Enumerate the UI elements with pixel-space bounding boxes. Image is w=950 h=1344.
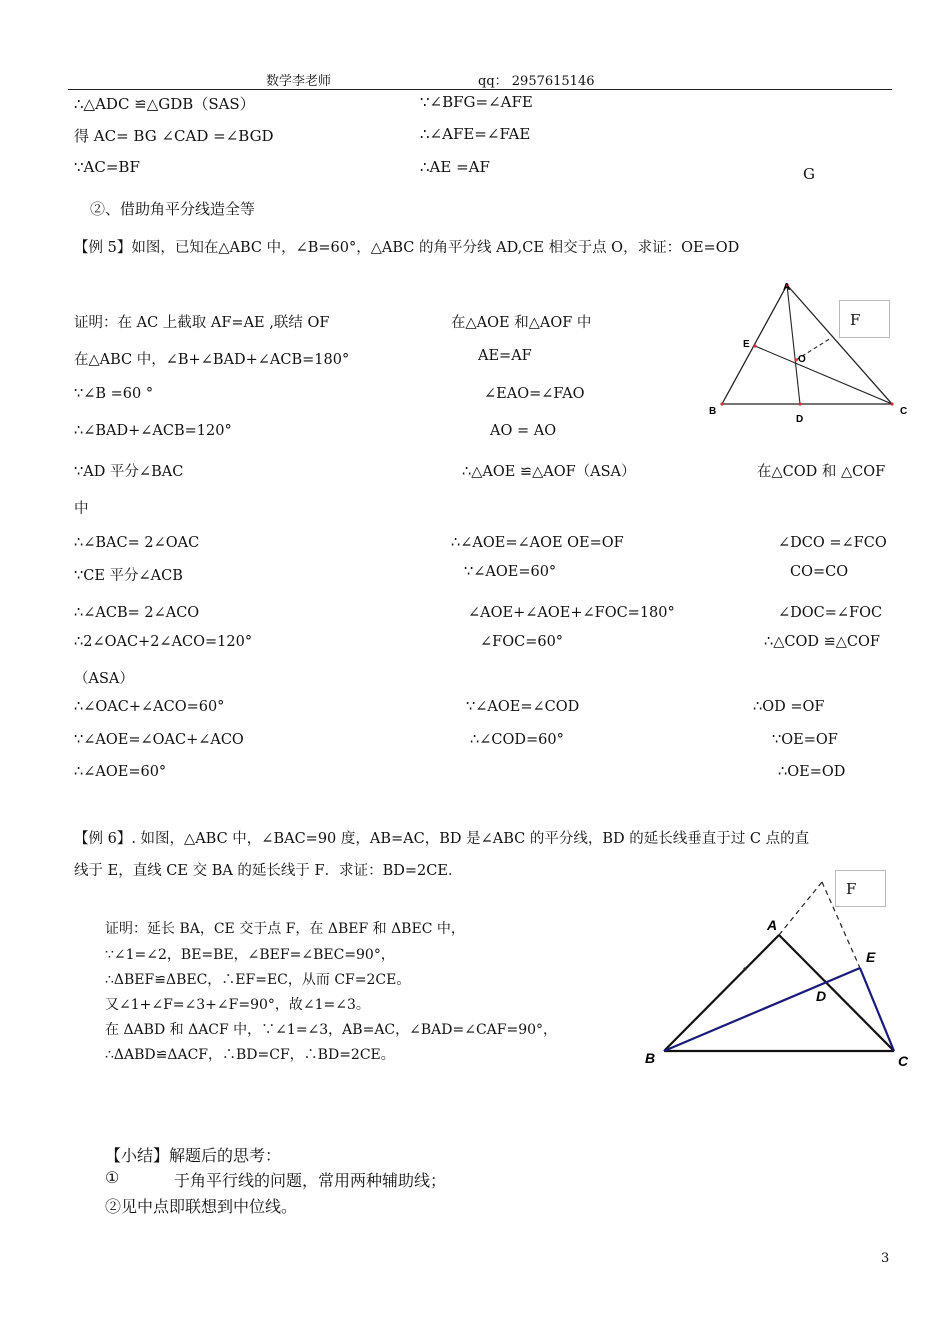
ex5-c3-line: ∴OE=OD bbox=[778, 764, 846, 780]
ex6-label-b: B bbox=[645, 1050, 656, 1066]
ex6-label-d: D bbox=[816, 988, 827, 1004]
ex5-c3-line: 在△COD 和 △COF bbox=[757, 464, 886, 480]
ex5-c2-line: 在△AOE 和△AOF 中 bbox=[451, 315, 592, 331]
ex5-c2-line: ∴∠COD=60° bbox=[470, 732, 564, 748]
ex6-proof-line: 又∠1+∠F=∠3+∠F=90°，故∠1=∠3。 bbox=[105, 997, 370, 1013]
ex5-label-a: A bbox=[783, 282, 791, 293]
ex5-label-o: O bbox=[798, 354, 806, 365]
ex5-title: 【例 5】如图，已知在△ABC 中，∠B=60°，△ABC 的角平分线 AD,CE 相交于点 O，求证：OE=OD bbox=[74, 240, 740, 256]
ex6-proof-line: 在 ΔABD 和 ΔACF 中，∵∠1=∠3，AB=AC，∠BAD=∠CAF=90°， bbox=[105, 1022, 558, 1038]
ex5-c3-line: ∠DOC=∠FOC bbox=[778, 605, 883, 621]
ex6-proof-line: 证明：延长 BA，CE 交于点 F，在 ΔBEF 和 ΔBEC 中， bbox=[105, 921, 465, 937]
ex5-c3-line: CO=CO bbox=[790, 564, 849, 580]
summary-title: 【小结】解题后的思考： bbox=[105, 1146, 282, 1165]
ex5-c3-line: ∴OD =OF bbox=[753, 699, 825, 715]
ex5-c1-line: 证明：在 AC 上截取 AF=AE ,联结 OF bbox=[74, 315, 330, 331]
ex5-c1-line: ∴∠OAC+∠ACO=60° bbox=[74, 699, 225, 715]
summary-item-1-text: 于角平行线的问题，常用两种辅助线； bbox=[174, 1171, 447, 1190]
ex6-label-c: C bbox=[898, 1053, 909, 1069]
ex5-c1-line: ∴∠BAC= 2∠OAC bbox=[74, 535, 200, 551]
ex5-c1-line: ∵CE 平分∠ACB bbox=[74, 568, 183, 584]
ex6-proof-line: ∴ΔABD≌ΔACF，∴BD=CF，∴BD=2CE。 bbox=[105, 1047, 395, 1063]
header-qq: qq： 2957615146 bbox=[478, 74, 595, 89]
ex5-c2-line: AO = AO bbox=[490, 423, 557, 439]
ex5-c1-line: （ASA） bbox=[74, 671, 134, 687]
ex5-c1-line: 中 bbox=[74, 501, 89, 517]
ex5-c2-line: ∠AOE+∠AOE+∠FOC=180° bbox=[468, 605, 675, 621]
ex5-c2-line: ∵∠AOE=∠COD bbox=[466, 699, 580, 715]
top-right-line-2: ∴∠AFE=∠FAE bbox=[420, 125, 531, 143]
ex6-label-a: A bbox=[767, 917, 778, 933]
ex5-c2-line: ∴△AOE ≌△AOF（ASA） bbox=[462, 464, 636, 480]
ex5-c2-line: ∠EAO=∠FAO bbox=[484, 386, 585, 402]
ex5-c1-line: ∴∠ACB= 2∠ACO bbox=[74, 605, 200, 621]
header-teacher: 数学李老师 bbox=[266, 74, 332, 89]
ex5-c1-line: ∵∠AOE=∠OAC+∠ACO bbox=[74, 732, 244, 748]
top-right-line-1: ∵∠BFG=∠AFE bbox=[420, 93, 533, 111]
ex6-proof-line: ∴ΔBEF≌ΔBEC，∴EF=EC，从而 CF=2CE。 bbox=[105, 972, 411, 988]
ex5-c2-line: ∴∠AOE=∠AOE OE=OF bbox=[451, 535, 624, 551]
summary-item-1-num: ① bbox=[105, 1168, 120, 1187]
ex6-title-line-2: 线于 E，直线 CE 交 BA 的延长线于 F．求证：BD=2CE． bbox=[74, 863, 463, 879]
page-number: 3 bbox=[881, 1251, 890, 1266]
ex5-c1-line: 在△ABC 中，∠B+∠BAD+∠ACB=180° bbox=[74, 352, 350, 368]
top-left-line-2: 得 AC= BG ∠CAD =∠BGD bbox=[74, 127, 274, 145]
ex6-title-line-1: 【例 6】. 如图，△ABC 中，∠BAC=90 度，AB=AC，BD 是∠ABC 的平分线，BD 的延长线垂直于过 C 点的直 bbox=[74, 831, 810, 847]
ex5-c1-line: ∵AD 平分∠BAC bbox=[74, 464, 184, 480]
ex5-c3-line: ∵OE=OF bbox=[772, 732, 838, 748]
top-left-line-3: ∵AC=BF bbox=[74, 158, 140, 176]
ex6-f-box: F bbox=[835, 870, 886, 907]
ex6-proof-line: ∵∠1=∠2，BE=BE，∠BEF=∠BEC=90°， bbox=[105, 947, 395, 963]
ex5-c1-line: ∴∠BAD+∠ACB=120° bbox=[74, 423, 232, 439]
summary-item-2: ②见中点即联想到中位线。 bbox=[105, 1197, 298, 1216]
ex5-c1-line: ∵∠B =60 ° bbox=[74, 386, 154, 402]
g-label: G bbox=[803, 165, 815, 183]
ex5-f-box: F bbox=[839, 300, 890, 338]
ex5-c1-line: ∴∠AOE=60° bbox=[74, 764, 167, 780]
ex5-c3-line: ∴△COD ≌△COF bbox=[764, 634, 880, 650]
ex5-c1-line: ∴2∠OAC+2∠ACO=120° bbox=[74, 634, 253, 650]
ex5-label-e: E bbox=[743, 339, 750, 350]
header-rule bbox=[68, 89, 892, 90]
ex5-c2-line: ∠FOC=60° bbox=[480, 634, 564, 650]
section-heading: ②、借助角平分线造全等 bbox=[90, 200, 256, 218]
ex5-c3-line: ∠DCO =∠FCO bbox=[778, 535, 887, 551]
ex5-c2-line: ∵∠AOE=60° bbox=[464, 564, 557, 580]
top-left-line-1: ∴△ADC ≌△GDB（SAS） bbox=[74, 95, 255, 113]
ex5-label-c: C bbox=[900, 406, 908, 417]
top-right-line-3: ∴AE =AF bbox=[420, 158, 490, 176]
ex6-label-e: E bbox=[866, 949, 876, 965]
ex5-label-b: B bbox=[709, 406, 717, 417]
ex5-c2-line: AE=AF bbox=[478, 348, 532, 364]
ex5-label-d: D bbox=[796, 414, 804, 425]
ex5-triangle-figure bbox=[700, 275, 910, 430]
